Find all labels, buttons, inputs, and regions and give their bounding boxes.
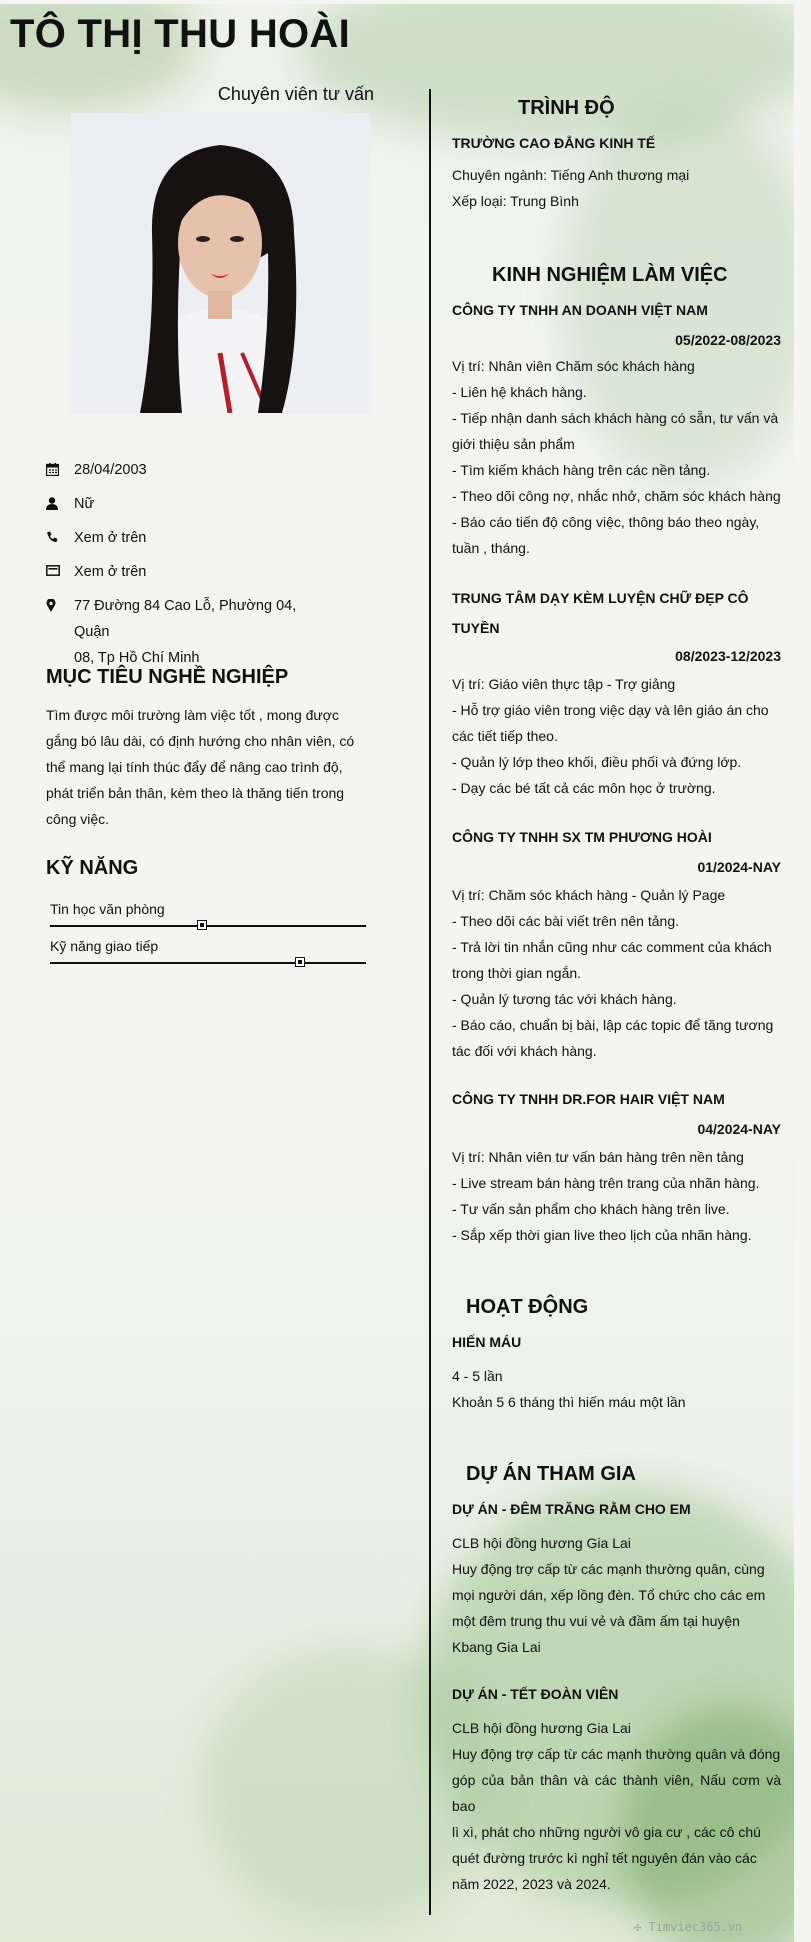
job-line: - Báo cáo, chuẩn bị bài, lập các topic để tăng tương — [452, 1017, 774, 1033]
objective-line: gắng bó lâu dài, có định hướng cho nhân viên, có — [46, 733, 355, 749]
company-name-line: TUYỀN — [452, 620, 500, 636]
birthday-row — [46, 457, 334, 483]
email-value: Xem ở trên — [74, 564, 147, 580]
objective-line: Tìm được môi trường làm việc tốt , mong được — [46, 707, 339, 723]
project-name: DỰ ÁN - ĐÊM TRĂNG RẰM CHO EM — [452, 1501, 691, 1517]
objective-title: MỤC TIÊU NGHỀ NGHIỆP — [46, 666, 289, 688]
person-icon — [46, 491, 74, 517]
company-name-line: TRUNG TÂM DẠY KÈM LUYỆN CHỮ ĐẸP CÔ — [452, 590, 749, 606]
skill-level-marker — [295, 957, 305, 967]
watermark-text: Timviec365.vn — [648, 1920, 743, 1934]
skill-bar — [50, 962, 366, 964]
phone-value: Xem ở trên — [74, 530, 147, 546]
job-line: tác đối với khách hàng. — [452, 1043, 597, 1059]
skills-title: KỸ NĂNG — [46, 857, 139, 879]
candidate-name: TÔ THỊ THU HOÀI — [10, 12, 351, 56]
school-name: TRƯỜNG CAO ĐẲNG KINH TẾ — [452, 135, 656, 151]
job-line: - Hỗ trợ giáo viên trong việc dạy và lên giáo án cho — [452, 702, 769, 718]
education-major: Chuyên ngành: Tiếng Anh thương mại — [452, 167, 690, 183]
job-line: - Sắp xếp thời gian live theo lịch của nhãn hàng. — [452, 1227, 752, 1243]
gender-value: Nữ — [74, 496, 95, 512]
job-line: - Tiếp nhận danh sách khách hàng có sẵn, tư vấn và — [452, 410, 779, 426]
skill-label: Kỹ năng giao tiếp — [50, 938, 159, 954]
job-line: - Báo cáo tiến độ công việc, thông báo theo ngày, — [452, 514, 760, 530]
birthday-value: 28/04/2003 — [74, 462, 147, 478]
work-period: 05/2022-08/2023 — [675, 332, 781, 348]
job-line: Vị trí: Chăm sóc khách hàng - Quản lý Page — [452, 887, 726, 903]
job-line: - Dạy các bé tất cả các môn học ở trường. — [452, 780, 716, 796]
objective-text — [46, 702, 359, 832]
job-description — [452, 1144, 781, 1248]
job-line: Vị trí: Nhân viên tư vấn bán hàng trên nền tảng — [452, 1149, 744, 1165]
project-line: một đêm trung thu vui vẻ và đầm ấm tại huyện — [452, 1613, 740, 1629]
skill-label: Tin học văn phòng — [50, 901, 165, 917]
job-description — [452, 353, 781, 561]
objective-line: công việc. — [46, 811, 110, 827]
project-line: năm 2022, 2023 và 2024. — [452, 1876, 611, 1892]
project-line: Kbang Gia Lai — [452, 1639, 541, 1655]
company-name: CÔNG TY TNHH DR.FOR HAIR VIỆT NAM — [452, 1091, 725, 1107]
address-line-2: 08, Tp Hồ Chí Minh — [74, 650, 200, 666]
skill-item — [50, 899, 366, 927]
job-line: - Theo dõi công nợ, nhắc nhở, chăm sóc khách hàng — [452, 488, 781, 504]
job-line: - Quản lý lớp theo khối, điều phối và đứng lớp. — [452, 754, 742, 770]
job-line: - Tìm kiếm khách hàng trên các nền tảng. — [452, 462, 711, 478]
watermark — [634, 1920, 742, 1934]
skill-item — [50, 936, 366, 964]
activity-name: HIẾN MÁU — [452, 1334, 522, 1350]
activity-line: Khoản 5 6 tháng thì hiến máu một lần — [452, 1394, 686, 1410]
company-name: CÔNG TY TNHH SX TM PHƯƠNG HOÀI — [452, 829, 712, 845]
project-description — [452, 1741, 781, 1897]
address-value — [74, 593, 334, 671]
gender-row — [46, 491, 334, 517]
project-org: CLB hội đồng hương Gia Lai — [452, 1720, 631, 1736]
project-line: Huy động trợ cấp từ các mạnh thường quân và đóng — [452, 1746, 781, 1762]
phone-row — [46, 525, 334, 551]
skill-bar — [50, 925, 366, 927]
work-period: 04/2024-NAY — [697, 1121, 781, 1137]
envelope-icon — [46, 559, 74, 585]
job-line: các tiết tiếp theo. — [452, 728, 558, 744]
job-description — [452, 671, 781, 801]
calendar-icon — [46, 457, 74, 483]
job-line: - Trả lời tin nhắn cũng như các comment của khách — [452, 939, 772, 955]
map-pin-icon — [46, 593, 74, 671]
job-line: trong thời gian ngắn. — [452, 965, 582, 981]
project-line: góp của bản thân và các thành viên, Nấu cơm và bao — [452, 1772, 781, 1814]
job-description — [452, 882, 781, 1064]
objective-line: phát triển bản thân, kèm theo là thăng tiến trong — [46, 785, 345, 801]
objective-line: thể mang lại tính thúc đẩy để nâng cao trình độ, — [46, 759, 343, 775]
address-line-1: 77 Đường 84 Cao Lỗ, Phường 04, Quận — [74, 598, 297, 640]
job-line: - Quản lý tương tác với khách hàng. — [452, 991, 677, 1007]
education-title: TRÌNH ĐỘ — [518, 97, 615, 119]
job-line: giới thiệu sản phẩm — [452, 436, 575, 452]
job-line: tuần , tháng. — [452, 540, 530, 556]
project-line: quét đường trước kì nghỉ tết nguyên đán vào các — [452, 1850, 757, 1866]
job-line: - Theo dõi các bài viết trên nên tảng. — [452, 913, 679, 929]
project-line: Huy động trợ cấp từ các mạnh thường quân, cùng — [452, 1561, 765, 1577]
job-line: - Tư vấn sản phẩm cho khách hàng trên live. — [452, 1201, 730, 1217]
activity-line: 4 - 5 lần — [452, 1368, 503, 1384]
activities-title: HOẠT ĐỘNG — [466, 1296, 589, 1318]
work-period: 08/2023-12/2023 — [675, 648, 781, 664]
company-name — [452, 583, 781, 643]
education-grade: Xếp loại: Trung Bình — [452, 193, 579, 209]
project-line: mọi người dán, xếp lồng đèn. Tổ chức cho các em — [452, 1587, 766, 1603]
job-line: - Live stream bán hàng trên trang của nhãn hàng. — [452, 1175, 760, 1191]
email-row — [46, 559, 334, 585]
job-line: - Liên hệ khách hàng. — [452, 384, 587, 400]
project-org: CLB hội đồng hương Gia Lai — [452, 1535, 631, 1551]
job-line: Vị trí: Giáo viên thực tập - Trợ giảng — [452, 676, 676, 692]
project-description — [452, 1556, 781, 1660]
skill-level-marker — [197, 920, 207, 930]
company-name: CÔNG TY TNHH AN DOANH VIỆT NAM — [452, 302, 708, 318]
job-line: Vị trí: Nhân viên Chăm sóc khách hàng — [452, 358, 695, 374]
column-divider — [429, 89, 431, 1915]
address-row — [46, 593, 334, 671]
project-line: lì xì, phát cho những người vô gia cư , các cô chú — [452, 1824, 761, 1840]
job-title: Chuyên viên tư vấn — [217, 84, 374, 104]
watermark-icon: ✣ — [634, 1920, 642, 1934]
work-period: 01/2024-NAY — [697, 859, 781, 875]
profile-photo — [70, 113, 370, 413]
project-name: DỰ ÁN - TẾT ĐOÀN VIÊN — [452, 1686, 619, 1702]
projects-title: DỰ ÁN THAM GIA — [466, 1463, 636, 1485]
phone-icon — [46, 525, 74, 551]
experience-title: KINH NGHIỆM LÀM VIỆC — [492, 264, 728, 286]
